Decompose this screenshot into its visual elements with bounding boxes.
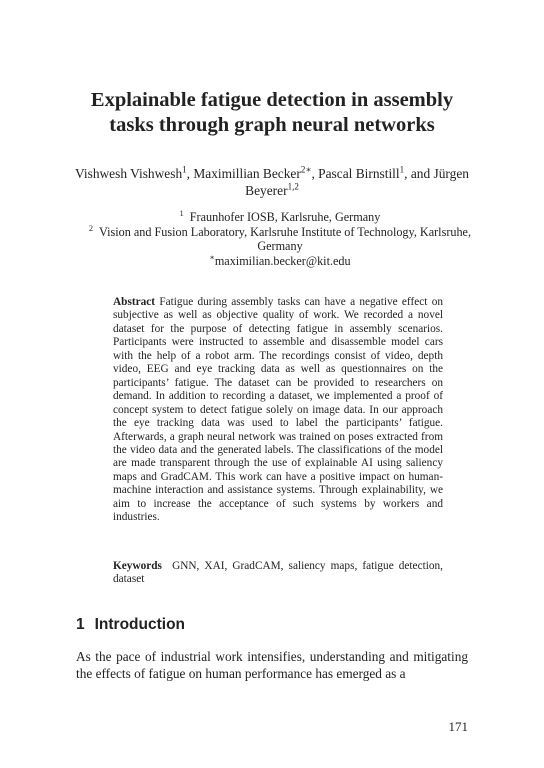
- affiliation-text: Fraunhofer IOSB, Karlsruhe, Germany: [189, 210, 381, 224]
- keywords-text: GNN, XAI, GradCAM, saliency maps, fatigue detection, dataset: [113, 560, 443, 586]
- author-name: Pascal Birnstill: [318, 166, 400, 181]
- affiliation-number: 1: [179, 208, 184, 218]
- author-separator: ,: [311, 166, 319, 181]
- affiliations: [70, 210, 490, 268]
- keywords: [113, 560, 443, 587]
- affiliation-number: 2: [88, 223, 93, 233]
- title-line-1: Explainable fatigue detection in assembly: [90, 89, 454, 111]
- author-separator: ,: [186, 166, 194, 181]
- affiliation-1: [70, 210, 490, 225]
- abstract-text: Fatigue during assembly tasks can have a negative effect on subjective as well as objective quality of work. We recorded a novel dataset for the purpose of detecting fatigue in assembly scenarios. Participants were instructed to assemble and disassemble model cars with the help of a robot arm. The recordings consist of video, depth video, EEG and eye tracking data as well as questionnaires on the participants’ fatigue. The dataset can be provided to researchers on demand. In addition to recording a dataset, we implemented a proof of concept system to detect fatigue solely on image data. In our approach the eye tracking data was used to label the participants’ fatigue. Afterwards, a graph neural network was trained on poses extracted from the video data and the generated labels. The classifications of the model are made transparent through the use of explainable AI using saliency maps and GradCAM. This work can have a positive impact on human-machine interaction and assistance systems. Through explainability, we aim to increase the acceptance of such systems by workers and industries.: [113, 296, 444, 524]
- author-affiliation-mark: 1: [399, 164, 405, 175]
- affiliation-text: Vision and Fusion Laboratory, Karlsruhe Institute of Technology, Karlsruhe, Germany: [99, 224, 472, 253]
- section-number: 1: [76, 616, 85, 633]
- author-affiliation-mark: 2∗: [300, 164, 312, 175]
- author-list: [72, 165, 472, 199]
- author-name: Maximillian Becker: [193, 166, 301, 181]
- author-affiliation-mark: 1,2: [287, 181, 299, 192]
- author-affiliation-mark: 1: [182, 164, 187, 175]
- author-name: Jürgen Beyerer: [245, 166, 469, 198]
- email-mark: ∗: [209, 252, 215, 262]
- abstract: [113, 296, 443, 525]
- abstract-label: Abstract: [113, 296, 156, 308]
- keywords-label: Keywords: [113, 560, 162, 572]
- affiliation-2: [70, 225, 490, 254]
- corresponding-email: [70, 254, 490, 269]
- email-address: maximilian.becker@kit.edu: [214, 253, 351, 268]
- section-title: Introduction: [94, 616, 186, 633]
- section-heading: [76, 616, 185, 634]
- author-name: Vishwesh Vishwesh: [75, 166, 183, 181]
- paper-title: [60, 88, 484, 138]
- author-separator: , and: [404, 166, 434, 181]
- page-number: 171: [448, 719, 468, 734]
- title-line-2: tasks through graph neural networks: [109, 114, 435, 136]
- intro-paragraph: As the pace of industrial work intensifies, understanding and mitigating the effects of fatigue on human performance has emerged as a: [76, 649, 468, 681]
